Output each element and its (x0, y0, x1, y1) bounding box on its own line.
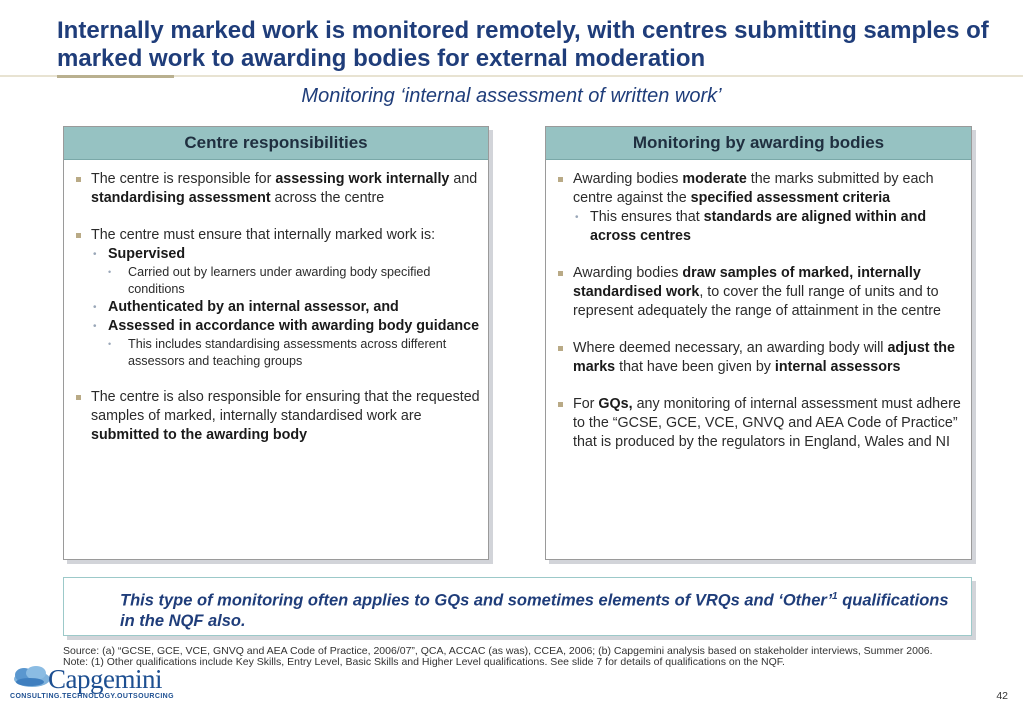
bullet-text: The centre must ensure that internally marked work is: (91, 227, 436, 243)
bullet-item (74, 388, 480, 445)
bullet-emphasis: draw samples of marked, internally standardised work (573, 265, 921, 300)
slide-subtitle: Monitoring ‘internal assessment of written work’ (301, 85, 722, 107)
bullet-text: The centre is also responsible for ensuring that the requested samples of marked, internally standardised work are (91, 389, 480, 424)
sub-bullet-item (91, 317, 480, 336)
bullet-text: For (573, 396, 599, 412)
note-line: Note: (1) Other qualifications include Key Skills, Entry Level, Basic Skills and Higher Level qualifications. See slide 7 for details of qualifications on the NQF. (63, 656, 785, 668)
bullet-emphasis: Assessed in accordance with awarding body guidance (108, 318, 480, 334)
page-number: 42 (996, 690, 1008, 702)
bullet-text: that have been given by (615, 359, 775, 375)
bullet-text: Awarding bodies (573, 265, 683, 281)
panel-header: Monitoring by awarding bodies (546, 127, 971, 160)
bullet-item (74, 226, 480, 370)
sub-bullet-item (91, 245, 480, 264)
sub-list (91, 245, 480, 370)
bullet-item (556, 170, 963, 246)
slide-title: Internally marked work is monitored remotely, with centres submitting samples of marked work to awarding bodies for external moderation (57, 17, 989, 72)
callout-text-tail: qualifications in the NQF also. (120, 591, 949, 630)
bullet-emphasis: standardising assessment (91, 190, 271, 206)
bullet-emphasis: Authenticated by an internal assessor, and (108, 299, 399, 315)
spade-cloud-icon (10, 662, 52, 692)
callout-text (120, 587, 960, 631)
bullet-emphasis: submitted to the awarding body (91, 427, 308, 443)
bullet-emphasis: Supervised (108, 246, 186, 262)
bullet-text: and (449, 171, 478, 187)
bullet-text: This ensures that (590, 209, 704, 225)
bullet-text: , to cover the full range of units and to represent adequately the range of attainment in the centre (573, 284, 941, 319)
bullet-emphasis: GQs, (598, 396, 633, 412)
panel-body (64, 160, 488, 445)
source-line: Source: (a) “GCSE, GCE, VCE, GNVQ and AEA Code of Practice, 2006/07”, QCA, ACCAC (as was), CCEA, 2006; (b) Capgemini analysis based on stakeholder interviews, Summer 2006. (63, 645, 933, 657)
capgemini-logo (10, 662, 174, 702)
centre-responsibilities-panel (63, 126, 489, 560)
sub-sub-bullet-item: • This includes standardising assessments across different assessors and teaching groups (108, 336, 480, 370)
bullet-emphasis: standards are aligned within and across centres (590, 209, 927, 244)
bullet-emphasis: moderate (682, 171, 747, 187)
panel-body (546, 160, 971, 452)
bullet-item (556, 395, 963, 452)
sub-bullet-item (573, 208, 963, 246)
logo-tagline: CONSULTING.TECHNOLOGY.OUTSOURCING (10, 693, 174, 700)
sub-sub-bullet-item: • Carried out by learners under awarding body specified conditions (108, 264, 480, 298)
callout-box (63, 577, 972, 636)
callout-text-main: This type of monitoring often applies to GQs and sometimes elements of VRQs and ‘Other’ (120, 591, 833, 610)
bullet-text: the marks submitted by each centre against the (573, 171, 934, 206)
title-divider-accent (57, 75, 174, 78)
bullet-emphasis: internal assessors (774, 359, 901, 375)
bullet-text: Awarding bodies (573, 171, 683, 187)
bullet-text: The centre is responsible for (91, 171, 276, 187)
bullet-item (556, 339, 963, 377)
bullet-emphasis: adjust the marks (573, 340, 955, 375)
monitoring-by-awarding-bodies-panel (545, 126, 972, 560)
bullet-item (74, 170, 480, 208)
bullet-text: across the centre (270, 190, 385, 206)
logo-wordmark: Capgemini (48, 664, 162, 694)
source-footnote (63, 646, 983, 668)
bullet-item (556, 264, 963, 321)
panel-header: Centre responsibilities (64, 127, 488, 160)
bullet-emphasis: specified assessment criteria (690, 190, 891, 206)
footnote-marker: 1 (832, 591, 838, 602)
sub-bullet-item (91, 298, 480, 317)
bullet-emphasis: assessing work internally (275, 171, 450, 187)
bullet-text: Where deemed necessary, an awarding body will (573, 340, 888, 356)
bullet-text: any monitoring of internal assessment must adhere to the “GCSE, GCE, VCE, GNVQ and AEA Code of Practice” that is produced by the regulators in England, Wales and NI (573, 396, 961, 450)
